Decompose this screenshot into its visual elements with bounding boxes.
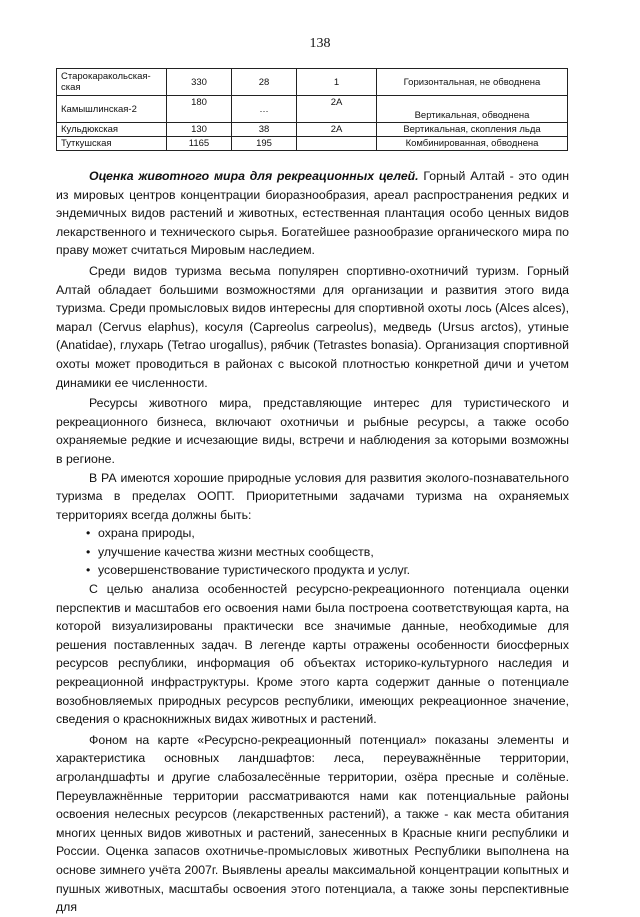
table-cell: [297, 137, 377, 151]
paragraph-fauna-resources: Ресурсы животного мира, представляющие интерес для туристического и рекреационного бизнеса, включают охотничьи и рыбные ресурсы, а также особо охраняемые редкие и исчезающие виды, встречи и наблюдения за которыми возможны в регионе.: [56, 396, 569, 466]
table-row: [57, 123, 568, 137]
table-cell-name: Кульдюкская: [57, 123, 167, 137]
section-heading: Оценка животного мира для рекреационных целей.: [89, 169, 419, 183]
priority-list: [56, 524, 569, 580]
table-cell-type: Горизонтальная, не обводнена: [377, 69, 568, 96]
table-cell-name: Старокаракольская- ская: [57, 69, 167, 96]
table-cell: 2А: [297, 123, 377, 137]
table-cell-type: Вертикальная, скопления льда: [377, 123, 568, 137]
table-cell-name: Туткушская: [57, 137, 167, 151]
table-cell: 2А: [297, 96, 377, 123]
list-item: • улучшение качества жизни местных сообществ,: [56, 543, 569, 562]
paragraph-eco-tourism: В РА имеются хорошие природные условия для развития эколого-познавательного туризма в пределах ООПТ. Приоритетными задачами туризма на охраняемых территориях всегда должны быть:: [56, 470, 569, 522]
springs-table: [56, 68, 568, 151]
paragraph-fauna-assessment: Оценка животного мира для рекреационных целей. Горный Алтай - это один из мировых центров концентрации биоразнообразия, ареал распространения редких и эндемичных видов растений и животных, естественная плантация особо ценных видов лекарственного и технического сырья. Богатейшее разнообразие органического мира по праву может считаться Мировым наследием.: [56, 169, 569, 258]
table-cell-name: Камышлинская-2: [57, 96, 167, 123]
table-row: [57, 96, 568, 123]
table-cell: 195: [232, 137, 297, 151]
page-number: 138: [309, 36, 331, 51]
table-cell: 1: [297, 69, 377, 96]
table-cell: 180: [167, 96, 232, 123]
list-item: • охрана природы,: [56, 524, 569, 543]
list-item: • усовершенствование туристического продукта и услуг.: [56, 561, 569, 580]
table-row: [57, 137, 568, 151]
table-cell: 38: [232, 123, 297, 137]
paragraph-map-analysis: С целью анализа особенностей ресурсно-рекреационного потенциала оценки перспектив и масштабов его освоения нами была построена соответствующая карта, на которой визуализированы практически все значимые данные, необходимые для решения поставленных задач. В легенде карты отражены особенности биосферных ресурсов республики, информация об объектах историко-культурного наследия и рекреационной инфраструктуры. Кроме этого карта содержит данные о потенциале возобновляемых природных ресурсов республики, имеющих рекреационное значение, сведения о краснокнижных видах животных и растений.: [56, 582, 569, 727]
table-cell: 1165: [167, 137, 232, 151]
paragraph-map-background: Фоном на карте «Ресурсно-рекреационный потенциал» показаны элементы и характеристика основных ландшафтов: леса, переуважнённые территории, агроландшафты и другие слабозалесённые территории, озёра пресные и солёные. Переувлажнённые территории рассматриваются нами как потенциальные районы освоения нелесных ресурсов (лекарственных растений), а также - как места обитания многих ценных видов животных и растений, занесенных в Красные книги республики и России. Оценка запасов охотничье-промысловых животных Республики выполнена на основе зимнего учёта 2007г. Выявлены ареалы максимальной концентрации копытных и пушных животных, масштабы освоения этого потенциала, а также зоны перспективные для: [56, 732, 569, 915]
table-cell: 130: [167, 123, 232, 137]
body-text: [56, 167, 569, 917]
paragraph-hunting-tourism: Среди видов туризма весьма популярен спортивно-охотничий туризм. Горный Алтай обладает большими возможностями для организации и развития этого вида туризма. Среди промысловых видов интересны для спортивной охоты лось (Alces alces), марал (Cervus elaphus), косуля (Capreolus carpeolus), медведь (Ursus arctos), утиные (Anatidae), глухарь (Tetrao urogallus), рябчик (Tetrastes bonasia). Организация спортивной охоты может проводиться в районах с высокой плотностью конкретной дичи и учетом динамики ее численности.: [56, 263, 569, 390]
table-cell: 28: [232, 69, 297, 96]
table-cell: …: [232, 96, 297, 123]
table-cell: 330: [167, 69, 232, 96]
table-cell-type: Вертикальная, обводнена: [377, 96, 568, 123]
table-cell-type: Комбинированная, обводнена: [377, 137, 568, 151]
table-row: [57, 69, 568, 96]
